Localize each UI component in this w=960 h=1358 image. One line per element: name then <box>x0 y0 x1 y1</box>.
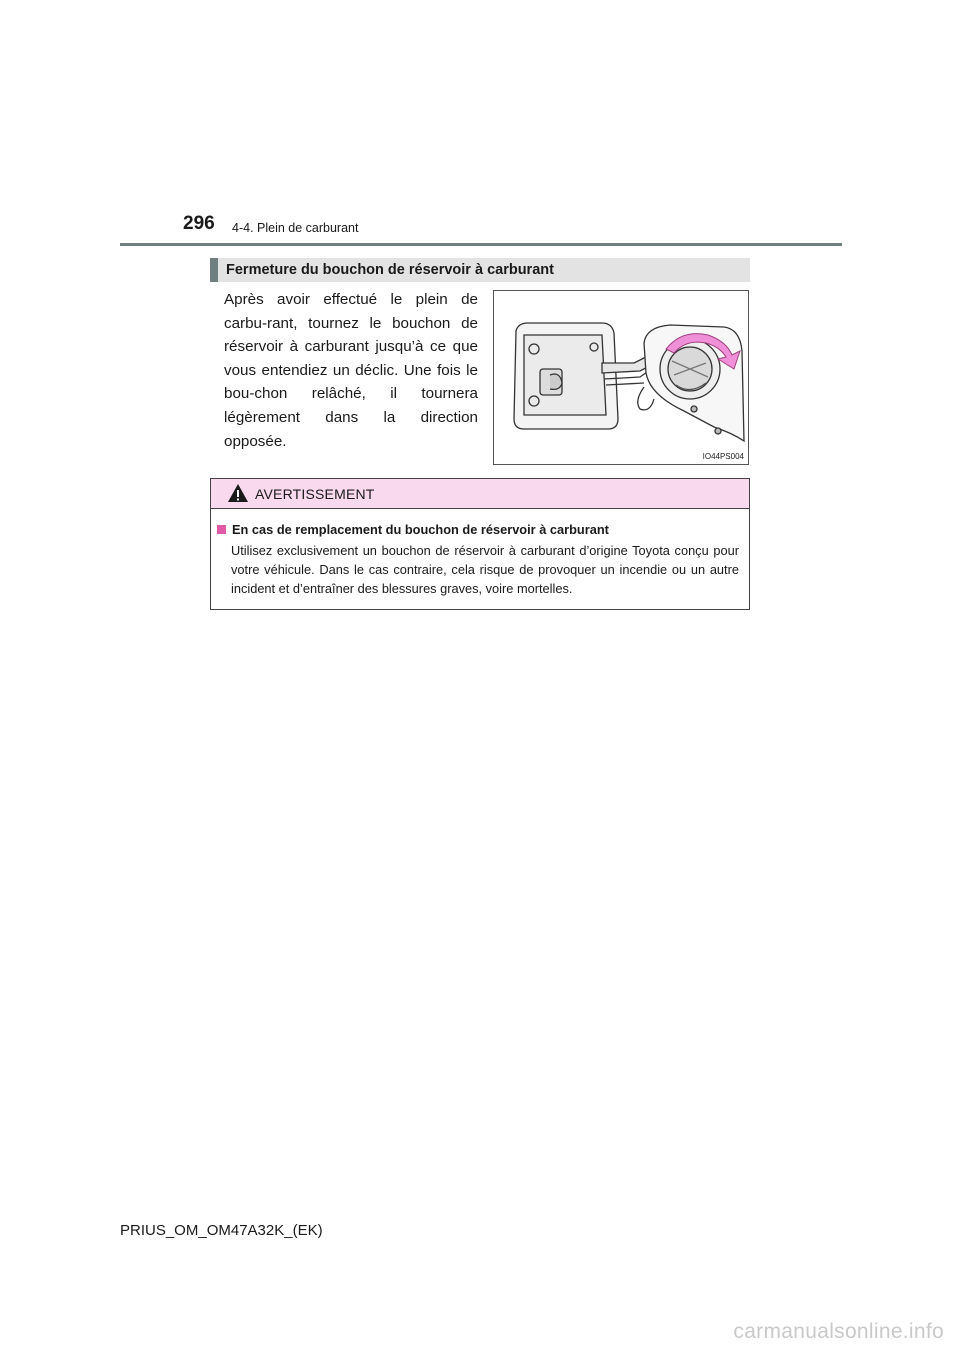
warning-triangle-icon <box>227 483 249 503</box>
fuel-cap-illustration <box>493 290 749 465</box>
subheading-accent <box>210 258 218 282</box>
section-reference: 4-4. Plein de carburant <box>232 221 359 235</box>
warning-box <box>210 478 750 610</box>
subheading-title: Fermeture du bouchon de réservoir à carburant <box>226 262 554 278</box>
warning-item-text: Utilisez exclusivement un bouchon de réservoir à carburant d’origine Toyota conçu pour votre véhicule. Dans le cas contraire, cela risque de provoquer un incendie ou un autre incident et d’entraîner des blessures graves, voire mortelles. <box>231 543 739 596</box>
body-paragraph: Après avoir effectué le plein de carbu-rant, tournez le bouchon de réservoir à carburant jusqu’à ce que vous entendiez un déclic. Une fois le bou-chon relâché, il tournera légèrement dans la direction opposée. <box>224 291 478 450</box>
warning-item-heading <box>217 522 609 537</box>
figure-code: IO44PS004 <box>702 452 744 461</box>
warning-title: AVERTISSEMENT <box>255 486 375 502</box>
header-rule <box>120 243 842 246</box>
warning-header <box>211 479 749 509</box>
fuel-door-drawing <box>494 291 748 464</box>
subheading-bar <box>210 258 750 282</box>
document-id: PRIUS_OM_OM47A32K_(EK) <box>120 1222 323 1239</box>
square-bullet-icon <box>217 525 226 534</box>
watermark: carmanualsonline.info <box>733 1320 944 1343</box>
page-number: 296 <box>183 213 215 234</box>
warning-item-title: En cas de remplacement du bouchon de réservoir à carburant <box>232 522 609 537</box>
